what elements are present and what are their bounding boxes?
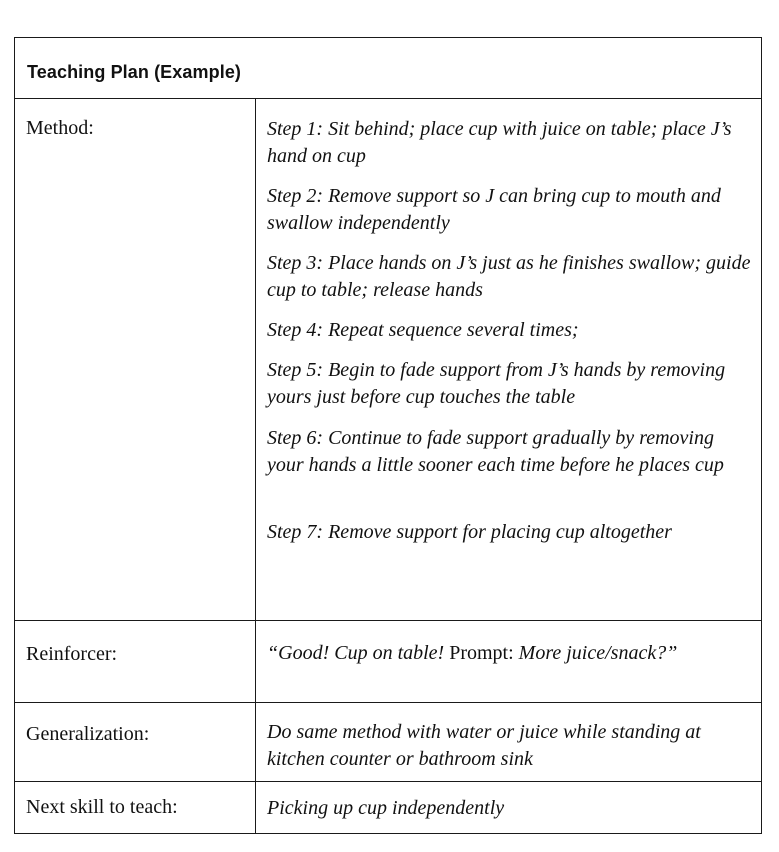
generalization-value: Do same method with water or juice while standing at kitchen counter or bathroom sink — [267, 721, 701, 770]
step-1: Step 1: Sit behind; place cup with juice on table; place J’s hand on cup — [267, 118, 732, 167]
next-skill-label: Next skill to teach: — [26, 796, 178, 818]
reinforcer-row — [15, 621, 761, 703]
next-skill-label-cell — [15, 782, 256, 833]
method-label: Method: — [26, 117, 94, 139]
next-skill-value: Picking up cup independently — [267, 797, 505, 819]
step-7: Step 7: Remove support for placing cup altogether — [267, 521, 672, 543]
reinforcer-quote: “Good! Cup on table! — [267, 642, 445, 664]
reinforcer-value-cell — [256, 621, 761, 702]
step-6: Step 6: Continue to fade support gradually by removing your hands a little sooner each time before he places cup — [267, 427, 724, 476]
teaching-plan-table — [14, 37, 762, 834]
generalization-label: Generalization: — [26, 723, 150, 745]
reinforcer-prompt-label: Prompt: — [444, 642, 519, 664]
step-4: Step 4: Repeat sequence several times; — [267, 319, 579, 341]
method-steps-cell — [256, 99, 761, 620]
generalization-label-cell — [15, 703, 256, 781]
method-label-cell — [15, 99, 256, 620]
next-skill-value-cell — [256, 782, 761, 833]
step-5: Step 5: Begin to fade support from J’s hands by removing yours just before cup touches the table — [267, 359, 726, 408]
step-2: Step 2: Remove support so J can bring cup to mouth and swallow independently — [267, 185, 721, 234]
reinforcer-prompt-text: More juice/snack?” — [518, 642, 678, 664]
reinforcer-value — [267, 640, 753, 667]
generalization-value-cell — [256, 703, 761, 781]
reinforcer-label-cell — [15, 621, 256, 702]
step-3: Step 3: Place hands on J’s just as he finishes swallow; guide cup to table; release hands — [267, 252, 751, 301]
method-row — [15, 99, 761, 621]
next-skill-row — [15, 782, 761, 833]
generalization-row — [15, 703, 761, 782]
reinforcer-label: Reinforcer: — [26, 643, 118, 665]
table-title: Teaching Plan (Example) — [27, 62, 242, 82]
table-header-row — [15, 38, 761, 99]
